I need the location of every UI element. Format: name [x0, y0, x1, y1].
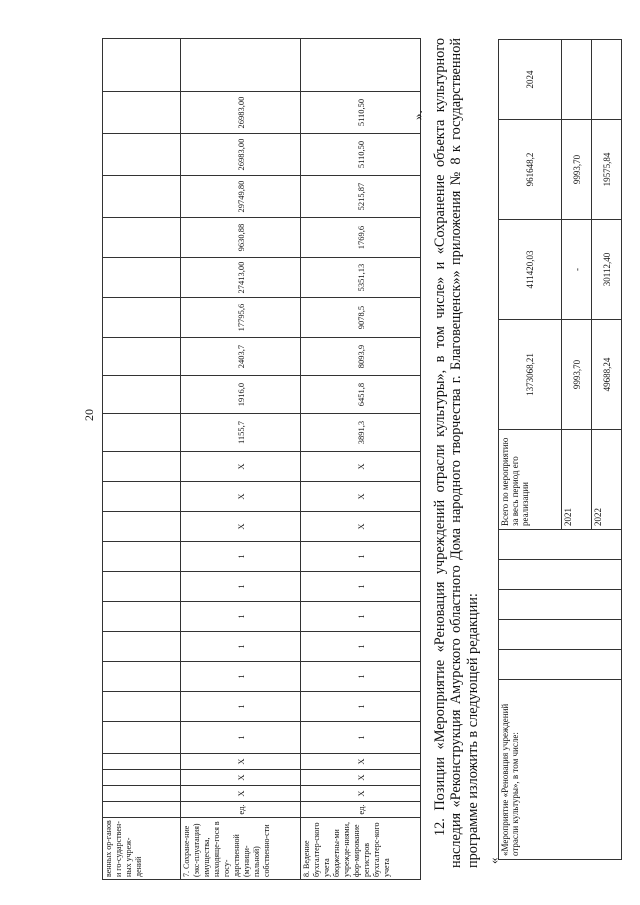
table-cell: 27413,00 — [181, 258, 301, 298]
indicators-table — [102, 38, 421, 880]
total-value-2: 411420,03 — [499, 220, 562, 320]
year-2024-header: 2024 — [499, 40, 562, 120]
table-cell — [103, 754, 181, 770]
table-cell — [103, 414, 181, 452]
total-value-3: 961648,2 — [499, 120, 562, 220]
table-cell — [103, 786, 181, 802]
table-cell: X — [181, 512, 301, 542]
table-cell — [103, 692, 181, 722]
table-cell: 17795,6 — [181, 298, 301, 338]
table-cell: X — [301, 754, 421, 770]
table-cell: 26983,00 — [181, 92, 301, 134]
table-cell: X — [301, 786, 421, 802]
total-label: Всего по мероприятию за весь период его реализации — [499, 430, 562, 530]
table-cell: 1 — [181, 662, 301, 692]
table-cell: 1 — [181, 722, 301, 754]
row-name: венных ор-ганов и го-сударствен-ных учреж-дений — [103, 818, 181, 880]
year-2022-federal: 30112,40 — [592, 220, 622, 320]
table-cell: X — [301, 452, 421, 482]
table-cell — [103, 134, 181, 176]
table-cell: X — [301, 512, 421, 542]
table-cell — [103, 722, 181, 754]
row-unit: ед. — [181, 802, 301, 818]
table-cell: 1 — [301, 632, 421, 662]
table-cell: 1155,7 — [181, 414, 301, 452]
table-cell: 6451,8 — [301, 376, 421, 414]
table-cell: 1 — [301, 542, 421, 572]
table-cell — [103, 39, 181, 92]
table-cell — [103, 572, 181, 602]
table-cell: 1769,6 — [301, 218, 421, 258]
year-2021-label: 2021 — [562, 430, 592, 530]
year-2022-label: 2022 — [592, 430, 622, 530]
table-cell: 1 — [301, 662, 421, 692]
year-2022-total: 49688,24 — [592, 320, 622, 430]
total-value-1: 1373068,21 — [499, 320, 562, 430]
table-cell — [103, 338, 181, 376]
opening-quote: « — [486, 857, 501, 864]
table-cell — [103, 632, 181, 662]
year-2022-regional: 19575,84 — [592, 120, 622, 220]
table-cell — [181, 39, 301, 92]
table-cell: 9078,5 — [301, 298, 421, 338]
table-cell — [103, 298, 181, 338]
funding-table — [498, 39, 622, 860]
table-cell: 26983,00 — [181, 134, 301, 176]
page-number: 20 — [82, 409, 96, 421]
table-cell: 1 — [181, 632, 301, 662]
table-cell — [103, 512, 181, 542]
table-cell: 2403,7 — [181, 338, 301, 376]
table-cell: 1 — [181, 602, 301, 632]
amendment-paragraph — [432, 38, 481, 868]
table-cell: 1916,0 — [181, 376, 301, 414]
row-name: 7. Сохране-ние (экс-плуатация) имущества, находяще-гося в госу-дарственной (муници-пальной) собственно-сти — [181, 818, 301, 880]
table-cell: X — [181, 482, 301, 512]
table-cell: 5351,13 — [301, 258, 421, 298]
table-cell: 5110,50 — [301, 92, 421, 134]
closing-quote: ». — [410, 110, 425, 120]
table-cell — [103, 662, 181, 692]
bottom-table-container — [498, 40, 622, 860]
table-cell — [103, 92, 181, 134]
table-cell: X — [181, 754, 301, 770]
table-cell: 9630,88 — [181, 218, 301, 258]
table-row — [301, 39, 421, 880]
table-cell — [301, 39, 421, 92]
table-cell: 29749,80 — [181, 176, 301, 218]
table-cell: 1 — [181, 542, 301, 572]
table-cell: 1 — [301, 722, 421, 754]
table-cell: 1 — [301, 572, 421, 602]
table-cell: 1 — [181, 572, 301, 602]
top-table-container — [102, 38, 420, 880]
table-cell — [103, 218, 181, 258]
year-2021-regional: 9993,70 — [562, 120, 592, 220]
row-unit — [103, 802, 181, 818]
table-row — [103, 39, 181, 880]
table-cell: 1 — [181, 692, 301, 722]
table-cell: 1 — [301, 602, 421, 632]
table-cell — [103, 482, 181, 512]
table-cell — [103, 602, 181, 632]
table-cell — [103, 770, 181, 786]
table-cell — [103, 452, 181, 482]
row-name: 8. Ведение бухгалтер-ского учета бюджетны-ми учрежде-ниями, фор-мирование регистров бухгалтерс-кого учета — [301, 818, 421, 880]
table-cell: 5215,87 — [301, 176, 421, 218]
table-cell — [103, 542, 181, 572]
table-cell: 5110,50 — [301, 134, 421, 176]
table-cell: X — [181, 786, 301, 802]
table-cell: 3891,3 — [301, 414, 421, 452]
table-cell — [103, 258, 181, 298]
table-cell — [103, 376, 181, 414]
table-cell: X — [301, 482, 421, 512]
year-2021-federal: - — [562, 220, 592, 320]
year-2021-total: 9993,70 — [562, 320, 592, 430]
table-cell: X — [301, 770, 421, 786]
row-unit: ед. — [301, 802, 421, 818]
table-row — [181, 39, 301, 880]
table-cell: X — [181, 770, 301, 786]
table-cell: X — [181, 452, 301, 482]
measure-name: «Мероприятие «Реновация учреждений отрасли культуры», в том числе: — [499, 680, 622, 860]
table-cell — [103, 176, 181, 218]
table-cell: 8093,9 — [301, 338, 421, 376]
table-cell: 1 — [301, 692, 421, 722]
paragraph-text: 12. Позиции «Мероприятие «Реновация учреждений отрасли культуры», в том числе» и «Сохранение объекта культурного наследия «Реконструкция Амурского областного Дома народного творчества г. Благовещенск»» приложения № 8 к государственной программе изложить в следующей редакции: — [432, 38, 481, 868]
